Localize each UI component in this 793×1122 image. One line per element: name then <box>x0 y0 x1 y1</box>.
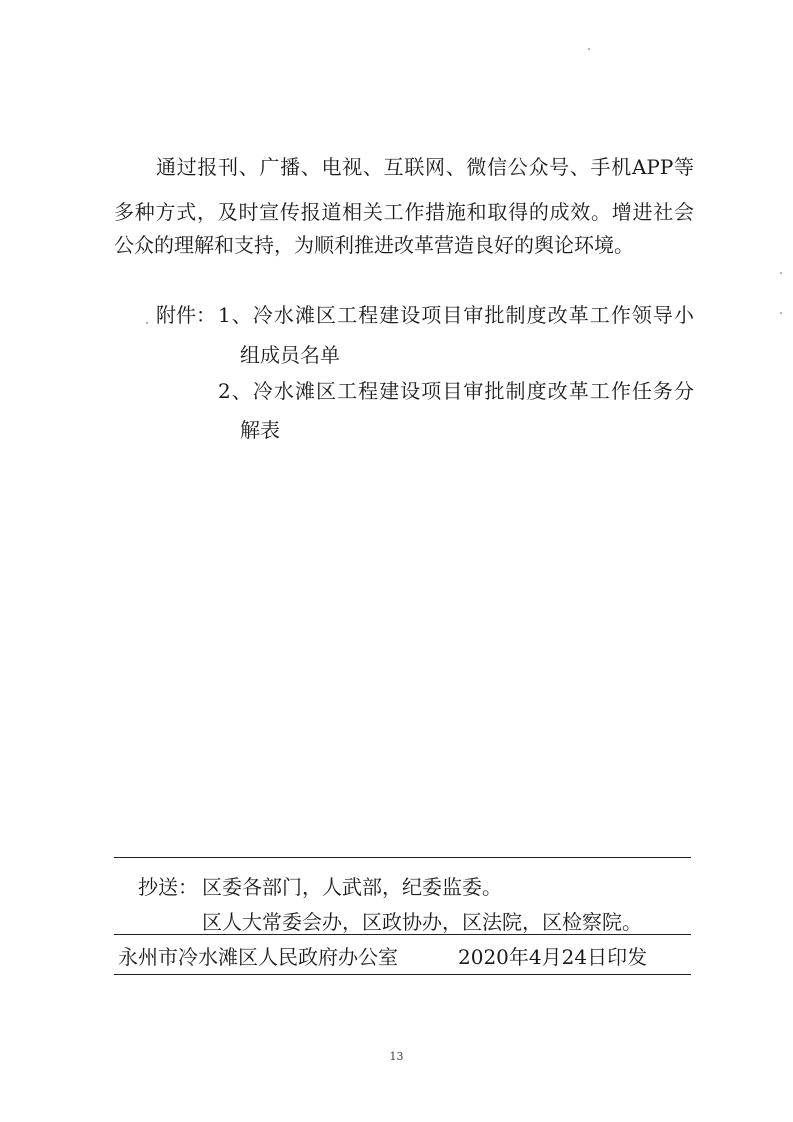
body-line-2: 多种方式，及时宣传报道相关工作措施和取得的成效。增进社会 <box>114 200 694 224</box>
scan-speck <box>780 312 782 314</box>
cc-label: 抄送： <box>138 875 198 899</box>
scan-speck <box>780 272 782 274</box>
page-number: 13 <box>389 1050 404 1063</box>
middle-rule <box>114 934 691 935</box>
bottom-rule <box>114 974 691 975</box>
attachment-1-line-2: 组成员名单 <box>240 343 340 367</box>
body-line-1: 通过报刊、广播、电视、互联网、微信公众号、手机APP等 <box>156 155 694 179</box>
cc-line-1: 区委各部门，人武部，纪委监委。 <box>202 875 502 899</box>
body-line-3: 公众的理解和支持，为顺利推进改革营造良好的舆论环境。 <box>114 233 634 257</box>
cc-line-2: 区人大常委会办，区政协办，区法院，区检察院。 <box>202 910 642 934</box>
issuer-name: 永州市冷水滩区人民政府办公室 <box>118 945 398 969</box>
attachment-1-line-1: 1、冷水滩区工程建设项目审批制度改革工作领导小 <box>218 303 694 327</box>
attachment-2-line-1: 2、冷水滩区工程建设项目审批制度改革工作任务分 <box>218 379 694 403</box>
attachment-2-line-2: 解表 <box>240 418 280 442</box>
attachments-label: 附件： <box>156 303 216 327</box>
scan-speck <box>588 48 590 50</box>
issue-date: 2020年4月24日印发 <box>458 945 648 969</box>
top-rule <box>114 857 691 858</box>
scan-speck <box>146 322 148 324</box>
